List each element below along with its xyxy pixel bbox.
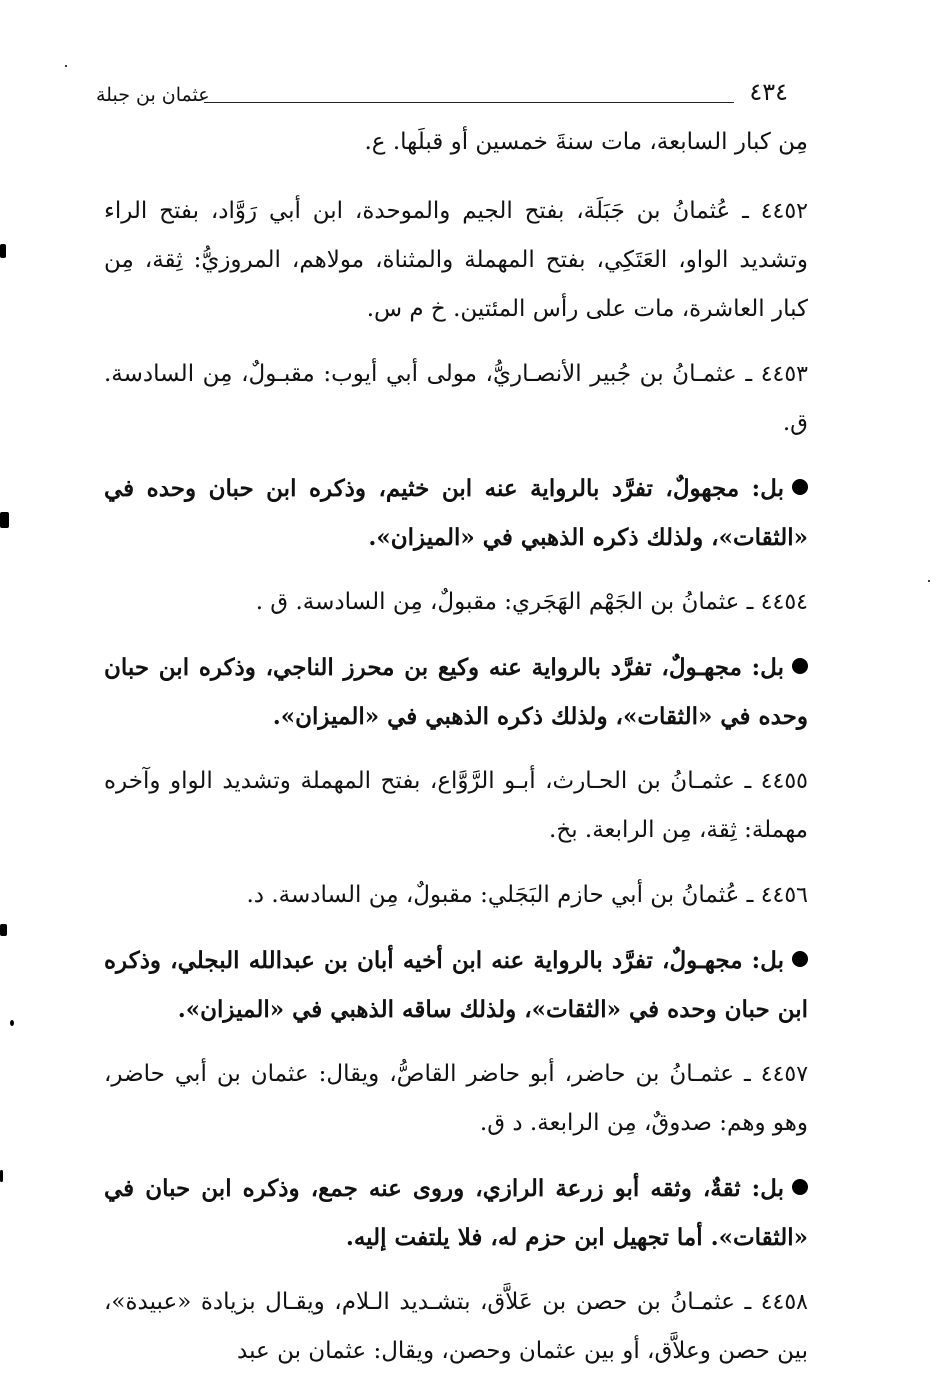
scan-edge-mark — [0, 1170, 3, 1182]
entry-number: ٤٤٥٦ — [760, 883, 808, 908]
entry-number: ٤٤٥٨ — [760, 1290, 808, 1315]
entry-4455 — [104, 757, 808, 855]
annotation-4456 — [104, 936, 808, 1034]
bullet-icon — [792, 658, 808, 674]
entry-4452 — [104, 187, 808, 334]
bullet-icon — [792, 1179, 808, 1195]
scan-dot — [10, 1020, 14, 1026]
entry-4456 — [104, 871, 808, 920]
header-rule — [204, 102, 734, 103]
running-header — [96, 78, 796, 114]
bullet-icon — [792, 951, 808, 967]
entry-4457 — [104, 1050, 808, 1148]
entry-number: ٤٤٥٥ — [760, 769, 808, 794]
scan-edge-mark — [0, 512, 9, 528]
paragraph-continuation — [104, 118, 808, 167]
entry-number: ٤٤٥٣ — [760, 362, 808, 387]
annotation-text: بل: مجهـولٌ، تفرَّد بالرواية عنه ابن أخيه أبان بن عبدالله البجلي، وذكره ابن حبان وحده في «الثقات»، ولذلك ساقه الذهبي في «الميزان». — [104, 947, 808, 1023]
entry-4454 — [104, 578, 808, 627]
annotation-text: بل: مجهولٌ، تفرَّد بالرواية عنه ابن خثيم، وذكره ابن حبان وحده في «الثقات»، ولذلك ذكره الذهبي في «الميزان». — [104, 475, 808, 551]
entry-text: ـ عثمـانُ بن جُبير الأنصـاريُّ، مولى أبي أيوب: مقبـولٌ، مِن السادسة. ق. — [104, 361, 808, 436]
entry-text: ـ عُثمانُ بن أبي حازم البَجَلي: مقبولٌ، مِن السادسة. د. — [246, 882, 754, 908]
entry-4458 — [104, 1278, 808, 1376]
scan-dot — [65, 65, 67, 67]
scan-dot — [928, 580, 930, 582]
page-body — [104, 118, 808, 1392]
annotation-4453 — [104, 464, 808, 562]
page-number: ٤٣٤ — [749, 78, 788, 106]
entry-text: ـ عثمانُ بن الجَهْم الهَجَري: مقبولٌ، مِن السادسة. ق . — [255, 589, 754, 615]
entry-text: ـ عثمـانُ بن الحـارث، أبـو الرَّوَّاع، بفتح المهملة وتشديد الواو وآخره مهملة: ثِقة، مِن الرابعة. بخ. — [104, 768, 808, 843]
scan-edge-mark — [0, 924, 7, 936]
entry-text: ـ عثمـانُ بن حصن بن عَلاَّق، بتشـديد الـلام، ويقـال بزيادة «عبيدة»، بين حصن وعلاَّق، أو بين عثمان وحصن، ويقال: عثمان بن عبد — [104, 1289, 808, 1364]
annotation-4454 — [104, 643, 808, 741]
scan-edge-mark — [0, 244, 6, 258]
entry-number: ٤٤٥٤ — [760, 590, 808, 615]
entry-text: ـ عُثمانُ بن جَبَلَة، بفتح الجيم والموحدة، ابن أبي رَوَّاد، بفتح الراء وتشديد الواو، العَتَكِي، بفتح المهملة والمثناة، مولاهم، المروزيُّ: ثِقة، مِن كبار العاشرة، مات على رأس المئتين. خ م س. — [104, 198, 808, 322]
entry-number: ٤٤٥٢ — [760, 199, 808, 224]
paragraph-text: مِن كبار السابعة، مات سنةَ خمسين أو قبلَها. ع. — [364, 129, 808, 155]
annotation-text: بل: مجهـولٌ، تفرَّد بالرواية عنه وكيع بن محرز الناجي، وذكره ابن حبان وحده في «الثقات»، ولذلك ذكره الذهبي في «الميزان». — [104, 654, 808, 730]
entry-text: ـ عثمـانُ بن حاضر، أبو حاضر القاصُّ، ويقال: عثمان بن أبي حاضر، وهو وهم: صدوقٌ، مِن الرابعة. د ق. — [104, 1061, 808, 1136]
entry-number: ٤٤٥٧ — [760, 1062, 809, 1087]
bullet-icon — [792, 479, 808, 495]
annotation-text: بل: ثقةٌ، وثقه أبو زرعة الرازي، وروى عنه جمع، وذكره ابن حبان في «الثقات». أما تجهيل ابن حزم له، فلا يلتفت إليه. — [104, 1175, 808, 1251]
running-title: عثمان بن جبلة — [96, 84, 210, 106]
annotation-4457 — [104, 1164, 808, 1262]
entry-4453 — [104, 350, 808, 448]
